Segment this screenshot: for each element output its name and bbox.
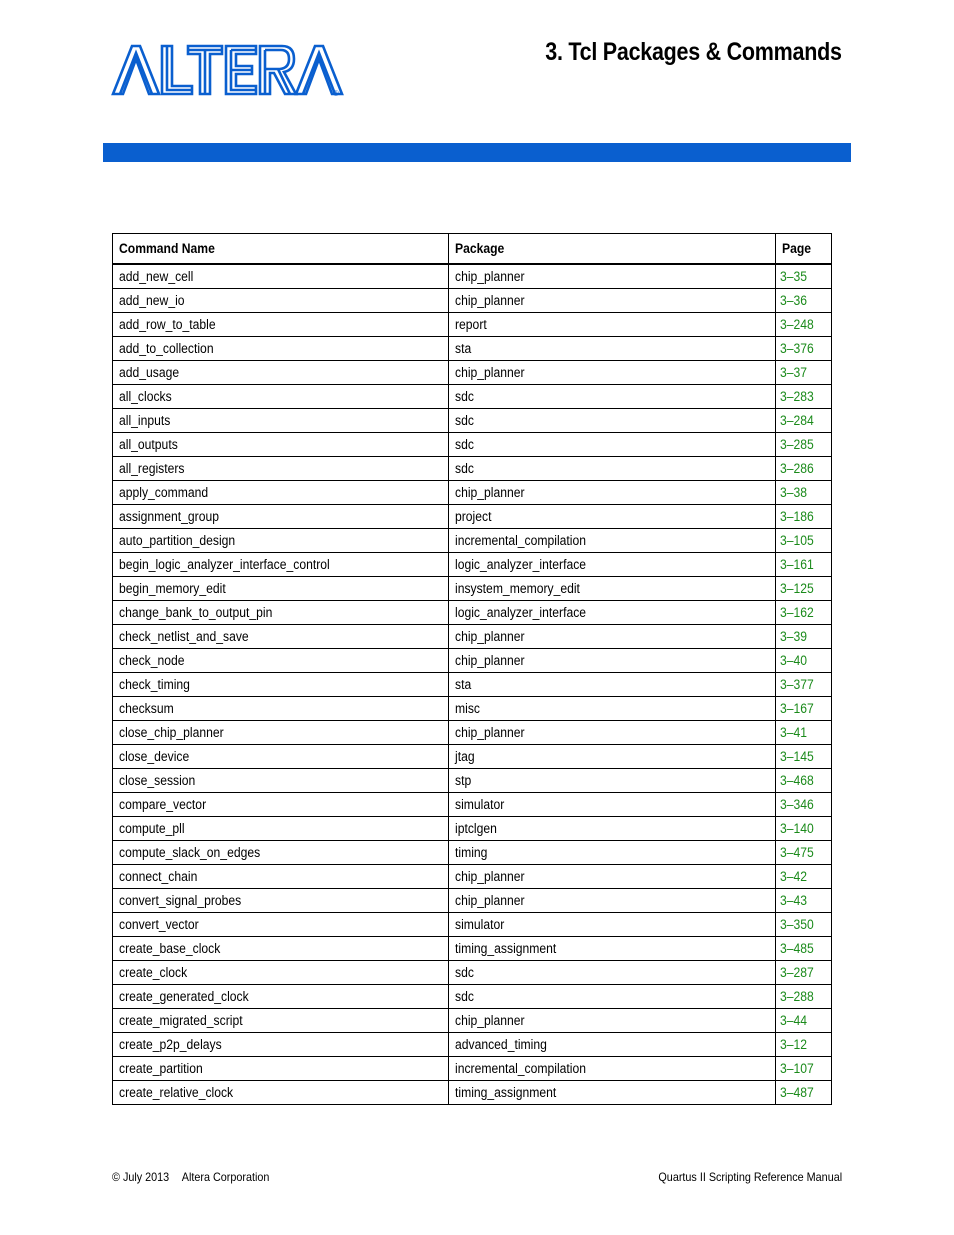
command-name-cell: create_generated_clock xyxy=(113,985,449,1009)
page-cell xyxy=(775,361,831,385)
svg-text:®: ® xyxy=(333,89,339,98)
command-name-cell: all_clocks xyxy=(113,385,449,409)
page-cell xyxy=(775,745,831,769)
page-link[interactable]: 3–287 xyxy=(779,965,814,980)
command-name-cell: create_p2p_delays xyxy=(113,1033,449,1057)
page-link[interactable]: 3–40 xyxy=(779,653,807,668)
table-row xyxy=(113,1009,832,1033)
package-cell: chip_planner xyxy=(449,865,775,889)
command-name-cell: close_chip_planner xyxy=(113,721,449,745)
package-cell: logic_analyzer_interface xyxy=(449,553,775,577)
page-link[interactable]: 3–377 xyxy=(779,677,814,692)
page-link[interactable]: 3–107 xyxy=(779,1061,814,1076)
table-row xyxy=(113,1057,832,1081)
command-name-cell: all_inputs xyxy=(113,409,449,433)
page-link[interactable]: 3–44 xyxy=(779,1013,807,1028)
page-cell xyxy=(775,1081,831,1105)
page-link[interactable]: 3–43 xyxy=(779,893,807,908)
page-link[interactable]: 3–105 xyxy=(779,533,814,548)
command-name-cell: check_netlist_and_save xyxy=(113,625,449,649)
command-name-cell: create_migrated_script xyxy=(113,1009,449,1033)
table-row xyxy=(113,985,832,1009)
table-row xyxy=(113,1081,832,1105)
package-cell: jtag xyxy=(449,745,775,769)
package-cell: iptclgen xyxy=(449,817,775,841)
column-header-package: Package xyxy=(449,234,775,265)
package-cell: simulator xyxy=(449,913,775,937)
table-row xyxy=(113,769,832,793)
column-header-page: Page xyxy=(775,234,831,265)
command-name-cell: convert_signal_probes xyxy=(113,889,449,913)
table-row xyxy=(113,721,832,745)
table-row xyxy=(113,553,832,577)
package-cell: report xyxy=(449,313,775,337)
header-rule xyxy=(103,143,851,162)
page-link[interactable]: 3–286 xyxy=(779,461,814,476)
command-name-cell: begin_memory_edit xyxy=(113,577,449,601)
command-name-cell: create_clock xyxy=(113,961,449,985)
package-cell: sdc xyxy=(449,961,775,985)
chapter-title: 3. Tcl Packages & Commands xyxy=(545,38,842,66)
table-row xyxy=(113,385,832,409)
page-link[interactable]: 3–487 xyxy=(779,1085,814,1100)
page-link[interactable]: 3–248 xyxy=(779,317,814,332)
page-link[interactable]: 3–162 xyxy=(779,605,814,620)
table-row xyxy=(113,505,832,529)
page-link[interactable]: 3–346 xyxy=(779,797,814,812)
page-cell xyxy=(775,913,831,937)
page-cell xyxy=(775,385,831,409)
package-cell: sdc xyxy=(449,409,775,433)
command-name-cell: compute_pll xyxy=(113,817,449,841)
package-cell: chip_planner xyxy=(449,481,775,505)
package-cell: simulator xyxy=(449,793,775,817)
table-row xyxy=(113,577,832,601)
package-cell: chip_planner xyxy=(449,625,775,649)
command-name-cell: add_new_io xyxy=(113,289,449,313)
table-row xyxy=(113,337,832,361)
page-cell xyxy=(775,409,831,433)
package-cell: sdc xyxy=(449,385,775,409)
page-link[interactable]: 3–42 xyxy=(779,869,807,884)
footer-copyright: © July 2013 xyxy=(112,1170,170,1184)
page-cell xyxy=(775,505,831,529)
command-name-cell: compute_slack_on_edges xyxy=(113,841,449,865)
command-name-cell: convert_vector xyxy=(113,913,449,937)
table-row xyxy=(113,433,832,457)
package-cell: chip_planner xyxy=(449,264,775,289)
page-cell xyxy=(775,625,831,649)
page-link[interactable]: 3–161 xyxy=(779,557,814,572)
page-link[interactable]: 3–167 xyxy=(779,701,814,716)
table-row xyxy=(113,289,832,313)
page-link[interactable]: 3–376 xyxy=(779,341,814,356)
table-row xyxy=(113,961,832,985)
altera-logo-mark xyxy=(110,42,346,98)
page-cell xyxy=(775,961,831,985)
command-name-cell: begin_logic_analyzer_interface_control xyxy=(113,553,449,577)
table-row xyxy=(113,889,832,913)
page-cell xyxy=(775,337,831,361)
command-name-cell: add_to_collection xyxy=(113,337,449,361)
page-cell xyxy=(775,433,831,457)
table-row xyxy=(113,601,832,625)
page-cell xyxy=(775,313,831,337)
command-name-cell: add_row_to_table xyxy=(113,313,449,337)
command-name-cell: connect_chain xyxy=(113,865,449,889)
command-name-cell: close_session xyxy=(113,769,449,793)
page-cell xyxy=(775,673,831,697)
command-name-cell: all_registers xyxy=(113,457,449,481)
command-name-cell: auto_partition_design xyxy=(113,529,449,553)
page-cell xyxy=(775,793,831,817)
page-cell xyxy=(775,264,831,289)
page-link[interactable]: 3–145 xyxy=(779,749,814,764)
package-cell: advanced_timing xyxy=(449,1033,775,1057)
table-row xyxy=(113,264,832,289)
table-header-row xyxy=(113,234,832,265)
table-row xyxy=(113,673,832,697)
table-row xyxy=(113,361,832,385)
page-link[interactable]: 3–288 xyxy=(779,989,814,1004)
package-cell: chip_planner xyxy=(449,721,775,745)
table-row xyxy=(113,697,832,721)
page-cell xyxy=(775,457,831,481)
package-cell: timing xyxy=(449,841,775,865)
page-cell xyxy=(775,985,831,1009)
package-cell: sta xyxy=(449,673,775,697)
table-row xyxy=(113,457,832,481)
package-cell: chip_planner xyxy=(449,361,775,385)
page-link[interactable]: 3–350 xyxy=(779,917,814,932)
page-link[interactable]: 3–468 xyxy=(779,773,814,788)
package-cell: timing_assignment xyxy=(449,937,775,961)
page-cell xyxy=(775,817,831,841)
page-link[interactable]: 3–475 xyxy=(779,845,814,860)
page-link[interactable]: 3–140 xyxy=(779,821,814,836)
page-link[interactable]: 3–38 xyxy=(779,485,807,500)
altera-logo xyxy=(110,42,346,98)
command-name-cell: add_usage xyxy=(113,361,449,385)
command-name-cell: check_node xyxy=(113,649,449,673)
page-link[interactable]: 3–285 xyxy=(779,437,814,452)
footer-manual-title: Quartus II Scripting Reference Manual xyxy=(658,1170,842,1184)
command-name-cell: change_bank_to_output_pin xyxy=(113,601,449,625)
command-name-cell: checksum xyxy=(113,697,449,721)
page-link[interactable]: 3–284 xyxy=(779,413,814,428)
package-cell: chip_planner xyxy=(449,649,775,673)
page-cell xyxy=(775,721,831,745)
package-cell: logic_analyzer_interface xyxy=(449,601,775,625)
page-link[interactable]: 3–186 xyxy=(779,509,814,524)
page-link[interactable]: 3–36 xyxy=(779,293,807,308)
package-cell: misc xyxy=(449,697,775,721)
command-name-cell: create_partition xyxy=(113,1057,449,1081)
table-body xyxy=(113,264,832,1105)
page-link[interactable]: 3–12 xyxy=(779,1037,807,1052)
table-row xyxy=(113,841,832,865)
package-cell: incremental_compilation xyxy=(449,529,775,553)
table-row xyxy=(113,313,832,337)
command-name-cell: assignment_group xyxy=(113,505,449,529)
package-cell: chip_planner xyxy=(449,1009,775,1033)
package-cell: sdc xyxy=(449,457,775,481)
page-cell xyxy=(775,865,831,889)
footer-left xyxy=(112,1170,269,1184)
page-cell xyxy=(775,601,831,625)
table-row xyxy=(113,793,832,817)
page-link[interactable]: 3–283 xyxy=(779,389,814,404)
page-cell xyxy=(775,937,831,961)
page-link[interactable]: 3–125 xyxy=(779,581,814,596)
page-cell xyxy=(775,889,831,913)
package-cell: sdc xyxy=(449,985,775,1009)
page-link[interactable]: 3–39 xyxy=(779,629,807,644)
package-cell: timing_assignment xyxy=(449,1081,775,1105)
command-name-cell: create_relative_clock xyxy=(113,1081,449,1105)
package-cell: project xyxy=(449,505,775,529)
page-cell xyxy=(775,289,831,313)
table-row xyxy=(113,529,832,553)
command-name-cell: create_base_clock xyxy=(113,937,449,961)
page-cell xyxy=(775,1057,831,1081)
page-link[interactable]: 3–485 xyxy=(779,941,814,956)
page-cell xyxy=(775,841,831,865)
table-row xyxy=(113,649,832,673)
package-cell: insystem_memory_edit xyxy=(449,577,775,601)
table-row xyxy=(113,625,832,649)
page-cell xyxy=(775,529,831,553)
command-name-cell: add_new_cell xyxy=(113,264,449,289)
page-cell xyxy=(775,577,831,601)
table-row xyxy=(113,1033,832,1057)
package-cell: chip_planner xyxy=(449,289,775,313)
command-name-cell: apply_command xyxy=(113,481,449,505)
table-row xyxy=(113,865,832,889)
table-row xyxy=(113,937,832,961)
page-link[interactable]: 3–37 xyxy=(779,365,807,380)
page-link[interactable]: 3–35 xyxy=(779,269,807,284)
command-name-cell: check_timing xyxy=(113,673,449,697)
page-link[interactable]: 3–41 xyxy=(779,725,807,740)
command-table xyxy=(112,233,832,1105)
command-name-cell: compare_vector xyxy=(113,793,449,817)
table-row xyxy=(113,409,832,433)
command-name-cell: all_outputs xyxy=(113,433,449,457)
package-cell: sdc xyxy=(449,433,775,457)
page-cell xyxy=(775,769,831,793)
page-cell xyxy=(775,1033,831,1057)
table-row xyxy=(113,481,832,505)
column-header-command: Command Name xyxy=(113,234,449,265)
package-cell: incremental_compilation xyxy=(449,1057,775,1081)
package-cell: sta xyxy=(449,337,775,361)
page-cell xyxy=(775,481,831,505)
page-cell xyxy=(775,1009,831,1033)
table-row xyxy=(113,913,832,937)
package-cell: chip_planner xyxy=(449,889,775,913)
footer-company: Altera Corporation xyxy=(181,1170,270,1184)
page-cell xyxy=(775,553,831,577)
table-row xyxy=(113,817,832,841)
command-name-cell: close_device xyxy=(113,745,449,769)
table-row xyxy=(113,745,832,769)
package-cell: stp xyxy=(449,769,775,793)
page-cell xyxy=(775,649,831,673)
page-cell xyxy=(775,697,831,721)
